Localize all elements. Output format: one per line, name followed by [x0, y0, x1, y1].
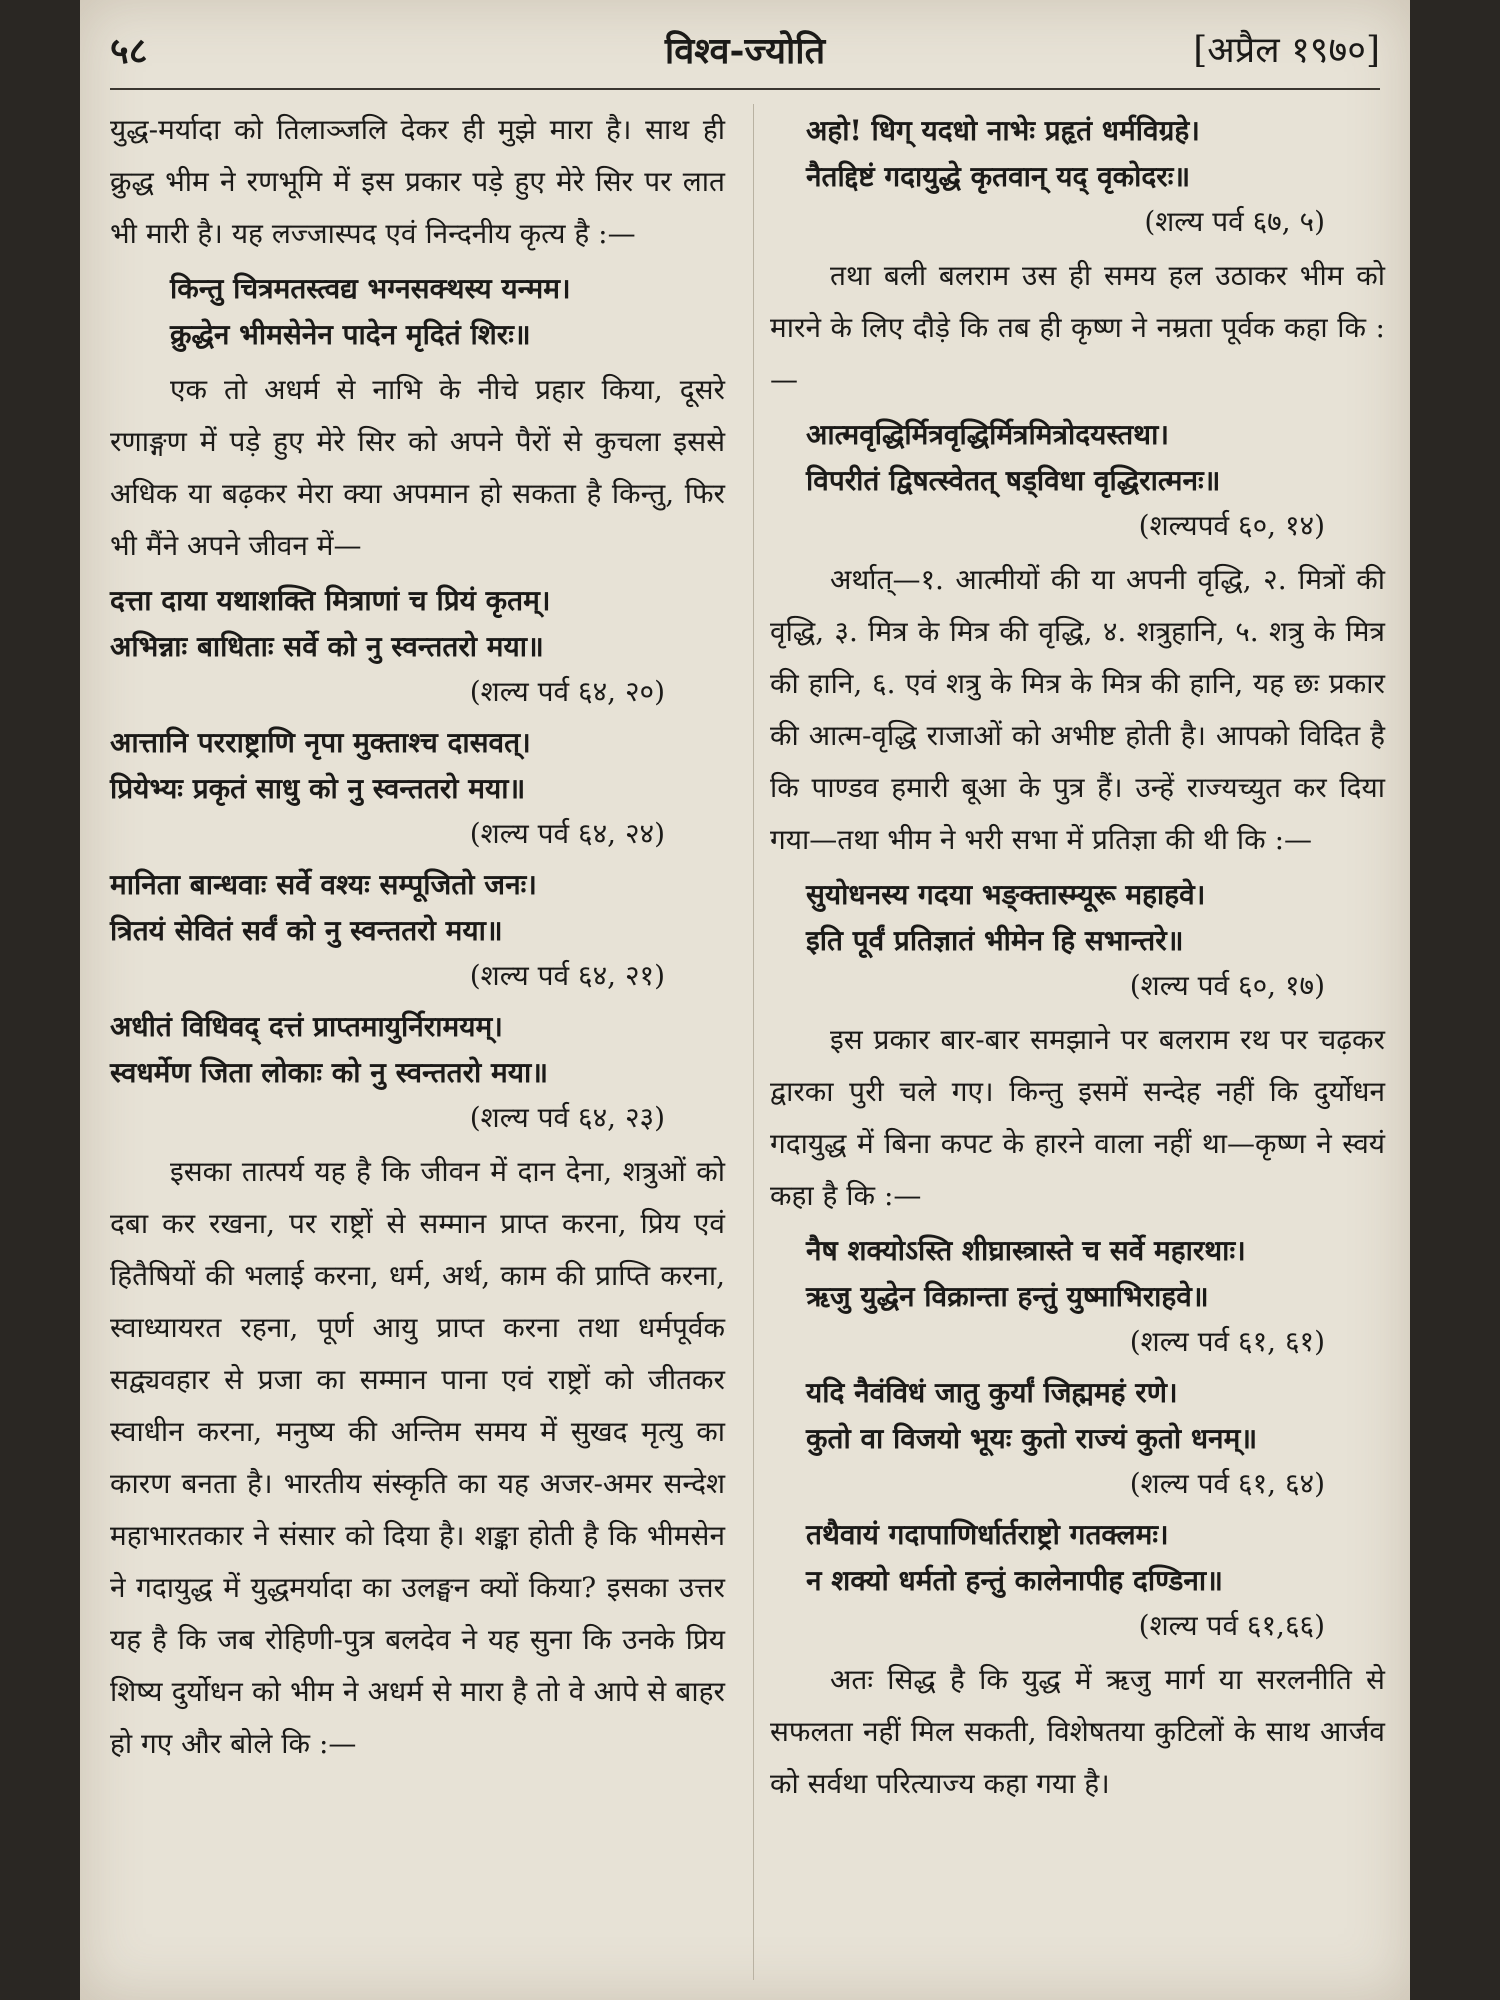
verse-block: [770, 872, 1385, 1008]
verse-line: इति पूर्वं प्रतिज्ञातं भीमेन हि सभान्तरे॥: [806, 924, 1184, 957]
column-divider: [753, 104, 754, 1980]
verse-reference: (शल्य पर्व ६४, २४): [469, 817, 665, 850]
verse-line: त्रितयं सेवितं सर्वं को नु स्वन्ततरो मया॥: [110, 914, 503, 947]
verse-reference: (शल्य पर्व ६४, २१): [469, 959, 665, 992]
verse-line: प्रियेभ्यः प्रकृतं साधु को नु स्वन्ततरो मया॥: [110, 772, 526, 805]
verse-reference: (शल्य पर्व ६०, १७): [1129, 969, 1325, 1002]
verse-line: आत्तानि परराष्ट्राणि नृपा मुक्ताश्च दासवत्।: [110, 726, 531, 759]
verse-line: अभिन्नाः बाधिताः सर्वे को नु स्वन्ततरो मया॥: [110, 630, 544, 663]
issue-date: [अप्रैल १९७०]: [1193, 30, 1380, 71]
book-page: [80, 0, 1410, 2000]
verse-block: [110, 720, 725, 856]
verse-block: [770, 1228, 1385, 1364]
verse-block: [770, 108, 1385, 244]
verse-line: न शक्यो धर्मतो हन्तुं कालेनापीह दण्डिना॥: [806, 1564, 1223, 1597]
verse-line: ऋजु युद्धेन विक्रान्ता हन्तुं युष्माभिराहवे॥: [806, 1280, 1209, 1313]
header-rule: [110, 88, 1380, 90]
verse-reference: (शल्य पर्व ६१, ६१): [1129, 1325, 1325, 1358]
verse-line: क्रुद्धेन भीमसेनेन पादेन मृदितं शिरः॥: [170, 318, 531, 351]
verse-line: नैतद्दिष्टं गदायुद्धे कृतवान् यद् वृकोदरः॥: [806, 160, 1191, 193]
verse-line: किन्तु चित्रमतस्त्वद्य भग्नसक्थस्य यन्मम।: [170, 272, 571, 305]
verse-reference: (शल्य पर्व ६१, ६४): [1129, 1467, 1325, 1500]
verse-line: आत्मवृद्धिर्मित्रवृद्धिर्मित्रमित्रोदयस्तथा।: [806, 418, 1169, 451]
left-column: [110, 104, 725, 1776]
verse-line: दत्ता दाया यथाशक्ति मित्राणां च प्रियं कृतम्।: [110, 584, 551, 617]
verse-block: [110, 1004, 725, 1140]
paragraph: इस प्रकार बार-बार समझाने पर बलराम रथ पर चढ़कर द्वारका पुरी चले गए। किन्तु इसमें सन्देह नहीं कि दुर्योधन गदायुद्ध में बिना कपट के हारने वाला नहीं था—कृष्ण ने स्वयं कहा है कि :—: [770, 1023, 1385, 1212]
verse-line: कुतो वा विजयो भूयः कुतो राज्यं कुतो धनम्॥: [806, 1422, 1258, 1455]
verse-block: [110, 862, 725, 998]
paragraph: तथा बली बलराम उस ही समय हल उठाकर भीम को मारने के लिए दौड़े कि तब ही कृष्ण ने नम्रता पूर्वक कहा कि :—: [770, 259, 1385, 396]
journal-title: विश्व-ज्योति: [664, 30, 826, 72]
verse-line: यदि नैवंविधं जातु कुर्यां जिह्ममहं रणे।: [806, 1376, 1178, 1409]
paragraph: एक तो अधर्म से नाभि के नीचे प्रहार किया, दूसरे रणाङ्गण में पड़े हुए मेरे सिर को अपने पैरों से कुचला इससे अधिक या बढ़कर मेरा क्या अपमान हो सकता है किन्तु, फिर भी मैंने अपने जीवन में—: [110, 373, 725, 562]
verse-line: विपरीतं द्विषत्स्वेतत् षड्विधा वृद्धिरात्मनः॥: [806, 464, 1221, 497]
verse-reference: (शल्य पर्व ६७, ५): [1144, 205, 1325, 238]
verse-reference: (शल्य पर्व ६४, २३): [469, 1101, 665, 1134]
verse-reference: (शल्य पर्व ६१,६६): [1138, 1609, 1325, 1642]
paragraph: युद्ध-मर्यादा को तिलाञ्जलि देकर ही मुझे मारा है। साथ ही क्रुद्ध भीम ने रणभूमि में इस प्रकार पड़े हुए मेरे सिर पर लात भी मारी है। यह लज्जास्पद एवं निन्दनीय कृत्य है :—: [110, 113, 725, 250]
verse-block: [770, 1370, 1385, 1506]
verse-line: स्वधर्मेण जिता लोकाः को नु स्वन्ततरो मया॥: [110, 1056, 549, 1089]
right-column: [770, 104, 1385, 1816]
verse-block: [110, 266, 725, 358]
verse-line: मानिता बान्धवाः सर्वे वश्यः सम्पूजितो जनः।: [110, 868, 537, 901]
verse-line: सुयोधनस्य गदया भङ्क्तास्म्यूरू महाहवे।: [806, 878, 1206, 911]
paragraph: अतः सिद्ध है कि युद्ध में ऋजु मार्ग या सरलनीति से सफलता नहीं मिल सकती, विशेषतया कुटिलों के साथ आर्जव को सर्वथा परित्याज्य कहा गया है।: [770, 1663, 1385, 1800]
verse-block: [770, 412, 1385, 548]
paragraph: अर्थात्—१. आत्मीयों की या अपनी वृद्धि, २. मित्रों की वृद्धि, ३. मित्र के मित्र की वृद्धि, ४. शत्रुहानि, ५. शत्रु के मित्र की हानि, ६. एवं शत्रु के मित्र के मित्र की हानि, यह छः प्रकार की आत्म-वृद्धि राजाओं को अभीष्ट होती है। आपको विदित है कि पाण्डव हमारी बूआ के पुत्र हैं। उन्हें राज्यच्युत कर दिया गया—तथा भीम ने भरी सभा में प्रतिज्ञा की थी कि :—: [770, 563, 1385, 856]
verse-reference: (शल्यपर्व ६०, १४): [1138, 509, 1325, 542]
verse-line: अधीतं विधिवद् दत्तं प्राप्तमायुर्निरामयम्।: [110, 1010, 503, 1043]
verse-reference: (शल्य पर्व ६४, २०): [469, 675, 665, 708]
verse-block: [110, 578, 725, 714]
verse-line: अहो! धिग् यदधो नाभेः प्रहृतं धर्मविग्रहे।: [806, 114, 1200, 147]
page-header: [110, 16, 1380, 86]
verse-block: [770, 1512, 1385, 1648]
verse-line: तथैवायं गदापाणिर्धार्तराष्ट्रो गतक्लमः।: [806, 1518, 1169, 1551]
paragraph: इसका तात्पर्य यह है कि जीवन में दान देना, शत्रुओं को दबा कर रखना, पर राष्ट्रों से सम्मान प्राप्त करना, प्रिय एवं हितैषियों की भलाई करना, धर्म, अर्थ, काम की प्राप्ति करना, स्वाध्यायरत रहना, पूर्ण आयु प्राप्त करना तथा धर्मपूर्वक सद्व्यवहार से प्रजा का सम्मान पाना एवं राष्ट्रों को जीतकर स्वाधीन करना, मनुष्य की अन्तिम समय में सुखद मृत्यु का कारण बनता है। भारतीय संस्कृति का यह अजर-अमर सन्देश महाभारतकार ने संसार को दिया है। शङ्का होती है कि भीमसेन ने गदायुद्ध में युद्धमर्यादा का उलङ्घन क्यों किया? इसका उत्तर यह है कि जब रोहिणी-पुत्र बलदेव ने यह सुना कि उनके प्रिय शिष्य दुर्योधन को भीम ने अधर्म से मारा है तो वे आपे से बाहर हो गए और बोले कि :—: [110, 1155, 725, 1760]
page-number: ५८: [110, 30, 148, 72]
verse-line: नैष शक्योऽस्ति शीघ्रास्त्रास्ते च सर्वे महारथाः।: [806, 1234, 1246, 1267]
